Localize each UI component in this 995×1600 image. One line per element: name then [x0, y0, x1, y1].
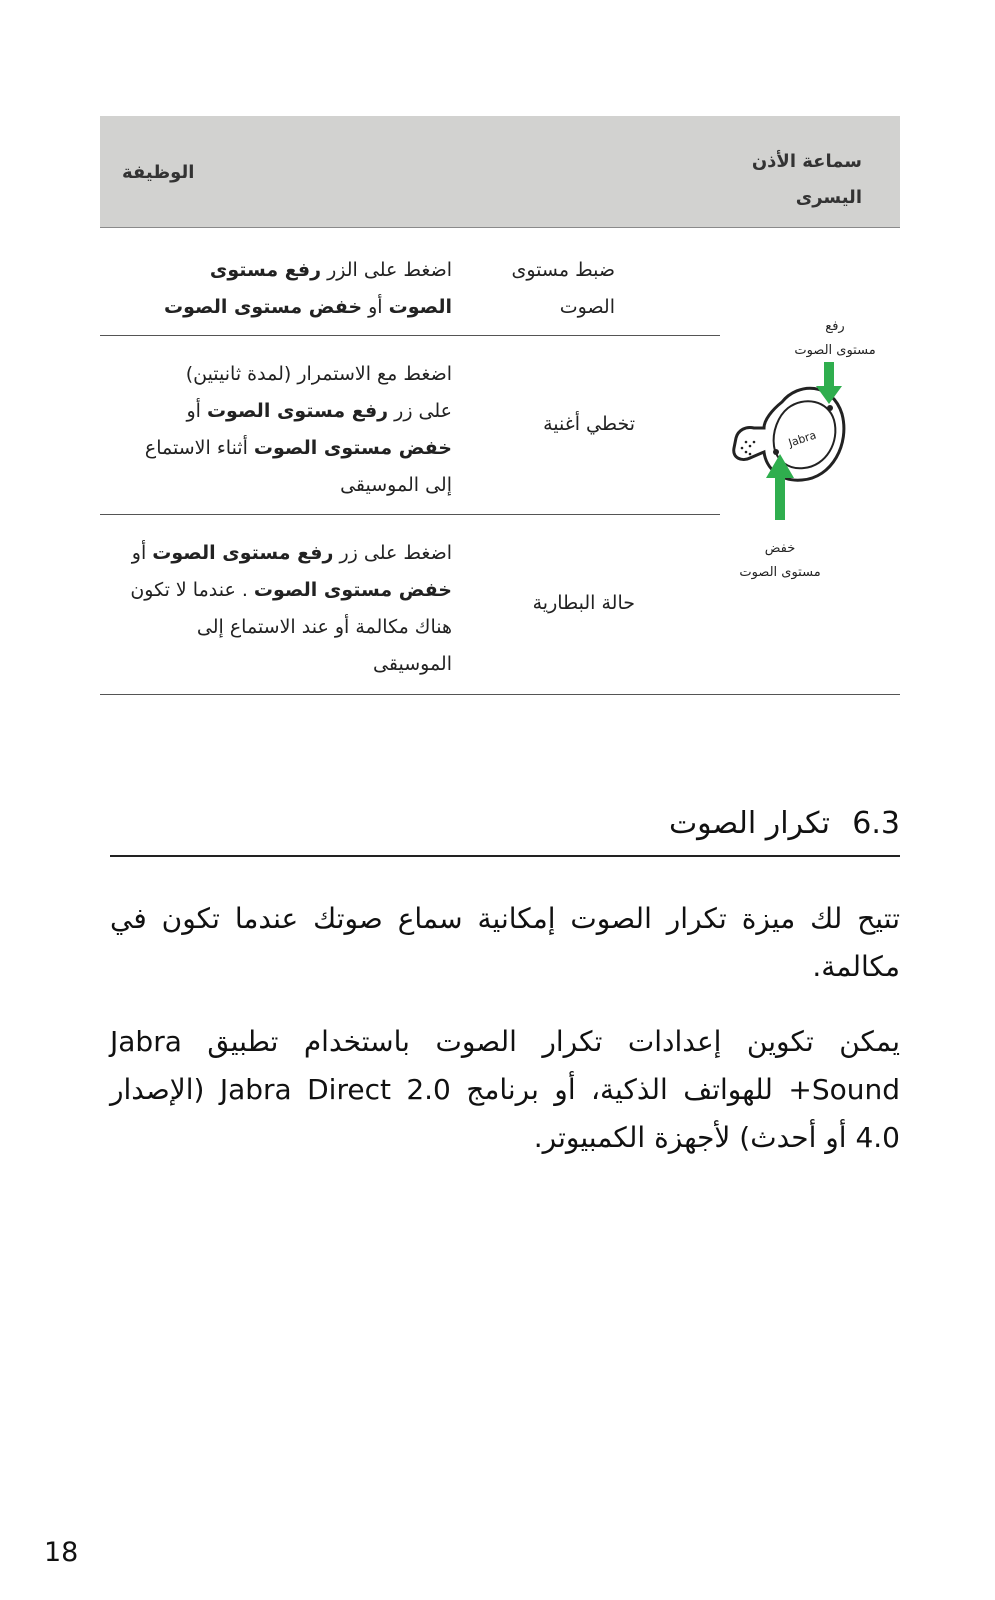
row-function: تخطي أغنية — [543, 413, 635, 435]
header-function: الوظيفة — [122, 162, 195, 183]
row-description: اضغط مع الاستمرار (لمدة ثانيتين) على زر رفع مستوى الصوت أو خفض مستوى الصوت أثناء الاستماع إلى الموسيقى — [144, 363, 452, 496]
row-description: اضغط على زر رفع مستوى الصوت أو خفض مستوى الصوت . عندما لا تكون هناك مكالمة أو عند الاستماع إلى الموسيقى — [130, 542, 452, 675]
table-row — [100, 515, 720, 693]
table-row — [100, 227, 720, 335]
header-left-earbud: سماعة الأذن اليسرى — [751, 151, 862, 208]
section-title: تكرار الصوت — [668, 806, 830, 841]
table-header — [100, 116, 900, 228]
table-row — [100, 336, 720, 514]
earbud-figure — [720, 227, 900, 712]
volume-up-label: رفع مستوى الصوت — [794, 319, 876, 358]
section-heading — [110, 800, 900, 857]
volume-down-label: خفض مستوى الصوت — [739, 541, 821, 580]
paragraph-settings: يمكن تكوين إعدادات تكرار الصوت باستخدام تطبيق Jabra Sound+ للهواتف الذكية، أو برنامج Jabra Direct 2.0 (الإصدار 4.0 أو أحدث) لأجهزة الكمبيوتر. — [110, 1025, 900, 1154]
jabra-logo: Jabra — [786, 428, 818, 450]
page-number: 18 — [44, 1537, 79, 1568]
row-function: ضبط مستوى الصوت — [511, 259, 615, 318]
paragraph-sidetone: تتيح لك ميزة تكرار الصوت إمكانية سماع صوتك عندما تكون في مكالمة. — [110, 902, 900, 983]
button-dot-down — [773, 449, 779, 455]
earbud-illustration — [720, 362, 900, 562]
row-function: حالة البطارية — [532, 592, 635, 614]
button-dot-up — [827, 405, 833, 411]
row-description: اضغط على الزر رفع مستوى الصوت أو خفض مستوى الصوت — [163, 259, 452, 318]
section-number: 6.3 — [852, 806, 900, 841]
